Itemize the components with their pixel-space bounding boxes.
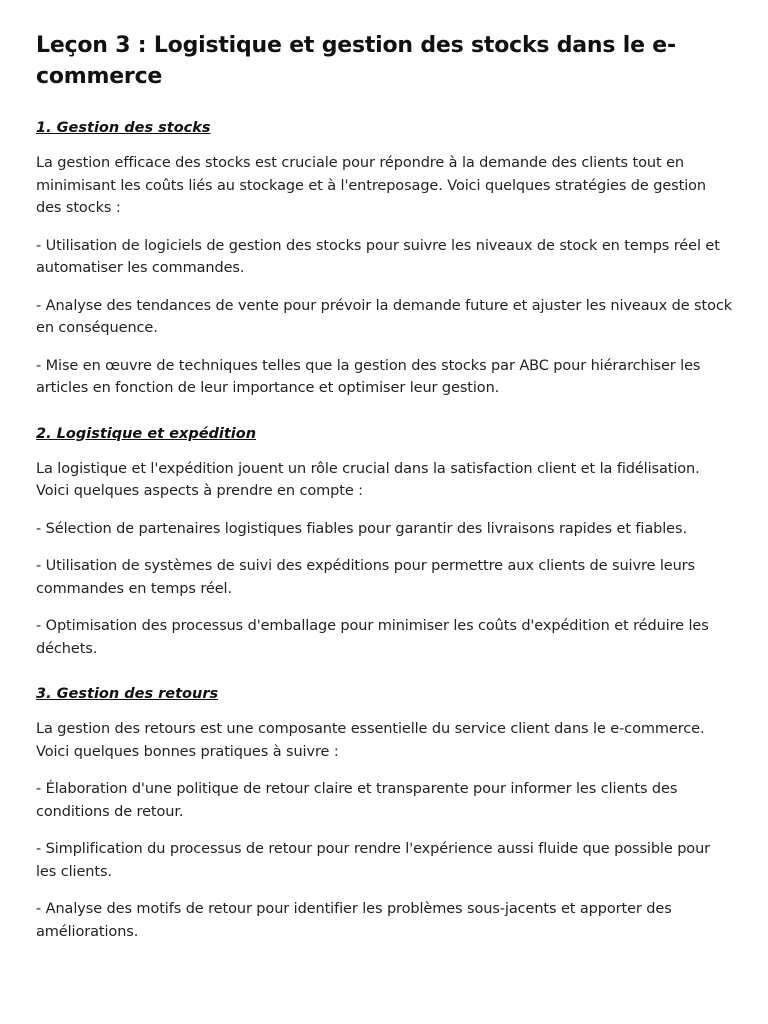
list-item: - Mise en œuvre de techniques telles que la gestion des stocks par ABC pour hiérarchiser les articles en fonction de leur importance et optimiser leur gestion. bbox=[36, 357, 701, 396]
section-heading: 2. Logistique et expédition bbox=[36, 425, 257, 442]
list-item: - Analyse des motifs de retour pour identifier les problèmes sous-jacents et apporter des améliorations. bbox=[36, 901, 672, 940]
list-item: - Sélection de partenaires logistiques fiables pour garantir des livraisons rapides et fiables. bbox=[36, 520, 687, 537]
section-gestion-des-stocks bbox=[36, 118, 734, 400]
list-item: - Simplification du processus de retour pour rendre l'expérience aussi fluide que possible pour les clients. bbox=[36, 841, 711, 880]
section-heading: 3. Gestion des retours bbox=[36, 686, 219, 702]
list-item: - Analyse des tendances de vente pour prévoir la demande future et ajuster les niveaux de stock en conséquence. bbox=[36, 297, 733, 336]
list-item: - Optimisation des processus d'emballage pour minimiser les coûts d'expédition et réduire les déchets. bbox=[36, 618, 709, 657]
list-item: - Élaboration d'une politique de retour claire et transparente pour informer les clients des conditions de retour. bbox=[36, 781, 678, 820]
paragraph: La logistique et l'expédition jouent un rôle crucial dans la satisfaction client et la fidélisation. Voici quelques aspects à prendre en compte : bbox=[36, 460, 700, 499]
section-gestion-des-retours bbox=[36, 684, 734, 943]
paragraph: La gestion efficace des stocks est cruciale pour répondre à la demande des clients tout en minimisant les coûts liés au stockage et à l'entreposage. Voici quelques stratégies de gestion des stocks : bbox=[36, 155, 706, 216]
paragraph: La gestion des retours est une composante essentielle du service client dans le e-commerce. Voici quelques bonnes pratiques à suivre : bbox=[36, 721, 705, 760]
page-title: Leçon 3 : Logistique et gestion des stocks dans le e-commerce bbox=[36, 33, 676, 89]
section-heading: 1. Gestion des stocks bbox=[36, 120, 211, 136]
section-logistique-et-expedition bbox=[36, 424, 734, 661]
list-item: - Utilisation de logiciels de gestion des stocks pour suivre les niveaux de stock en temps réel et automatiser les commandes. bbox=[36, 237, 720, 276]
list-item: - Utilisation de systèmes de suivi des expéditions pour permettre aux clients de suivre leurs commandes en temps réel. bbox=[36, 558, 695, 597]
